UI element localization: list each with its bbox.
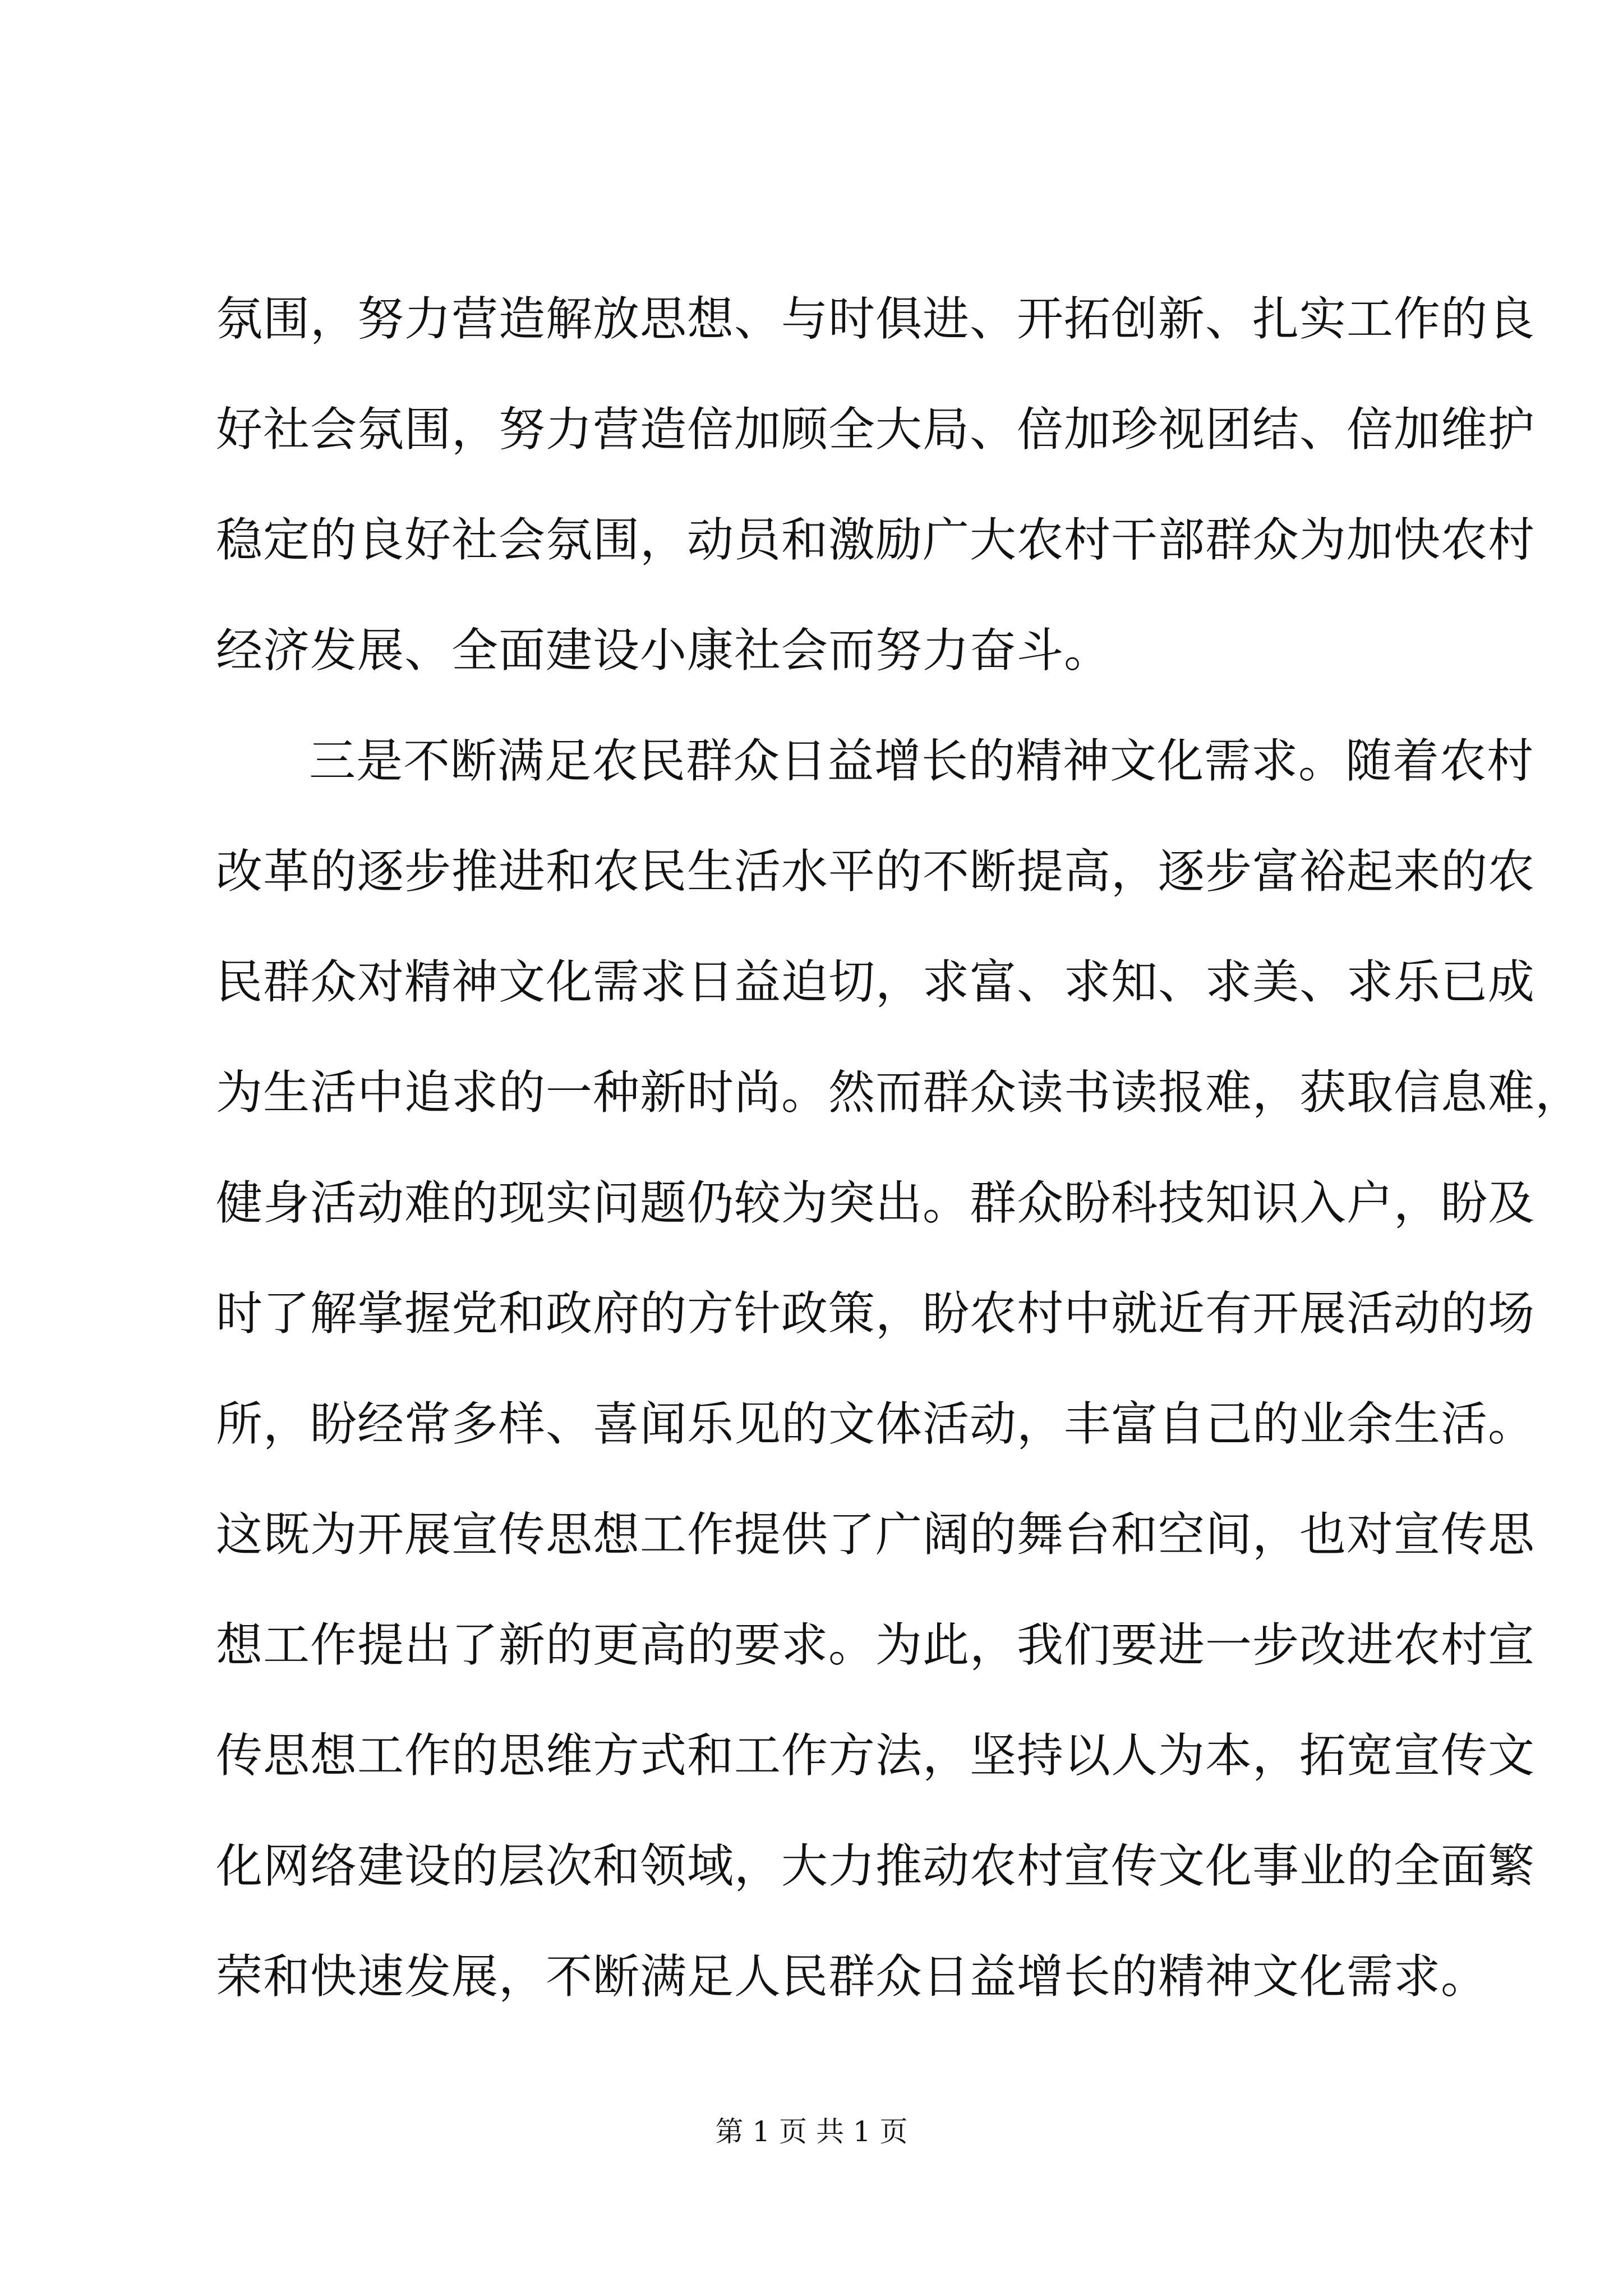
text-line: 稳定的良好社会氛围，动员和激励广大农村干部群众为加快农村 [216, 513, 1535, 567]
text-line: 民群众对精神文化需求日益迫切，求富、求知、求美、求乐已成 [216, 955, 1535, 1009]
text-line: 时了解掌握党和政府的方针政策，盼农村中就近有开展活动的场 [216, 1286, 1535, 1341]
text-line: 好社会氛围，努力营造倍加顾全大局、倍加珍视团结、倍加维护 [216, 402, 1535, 457]
text-line: 传思想工作的思维方式和工作方法，坚持以人为本，拓宽宣传文 [216, 1728, 1535, 1783]
text-line: 氛围，努力营造解放思想、与时俱进、开拓创新、扎实工作的良 [216, 292, 1535, 346]
text-line: 想工作提出了新的更高的要求。为此，我们要进一步改进农村宣 [216, 1618, 1535, 1672]
text-line: 荣和快速发展，不断满足人民群众日益增长的精神文化需求。 [216, 1949, 1488, 2004]
document-body [216, 264, 1582, 2032]
text-line: 所，盼经常多样、喜闻乐见的文体活动，丰富自己的业余生活。 [216, 1397, 1535, 1451]
text-line: 经济发展、全面建设小康社会而努力奋斗。 [216, 623, 1111, 678]
text-line: 三是不断满足农民群众日益增长的精神文化需求。随着农村 [309, 734, 1534, 788]
paragraph-2 [216, 706, 1582, 2032]
page-number-label: 第 1 页 共 1 页 [715, 2115, 908, 2148]
text-line: 这既为开展宣传思想工作提供了广阔的舞台和空间，也对宣传思 [216, 1507, 1535, 1562]
text-line: 健身活动难的现实问题仍较为突出。群众盼科技知识入户，盼及 [216, 1176, 1535, 1230]
text-line: 为生活中追求的一种新时尚。然而群众读书读报难，获取信息难， [216, 1065, 1582, 1120]
text-line: 化网络建设的层次和领域，大力推动农村宣传文化事业的全面繁 [216, 1839, 1535, 1893]
page-footer [0, 2109, 1623, 2154]
text-line: 改革的逐步推进和农民生活水平的不断提高，逐步富裕起来的农 [216, 844, 1535, 899]
paragraph-1 [216, 264, 1535, 706]
